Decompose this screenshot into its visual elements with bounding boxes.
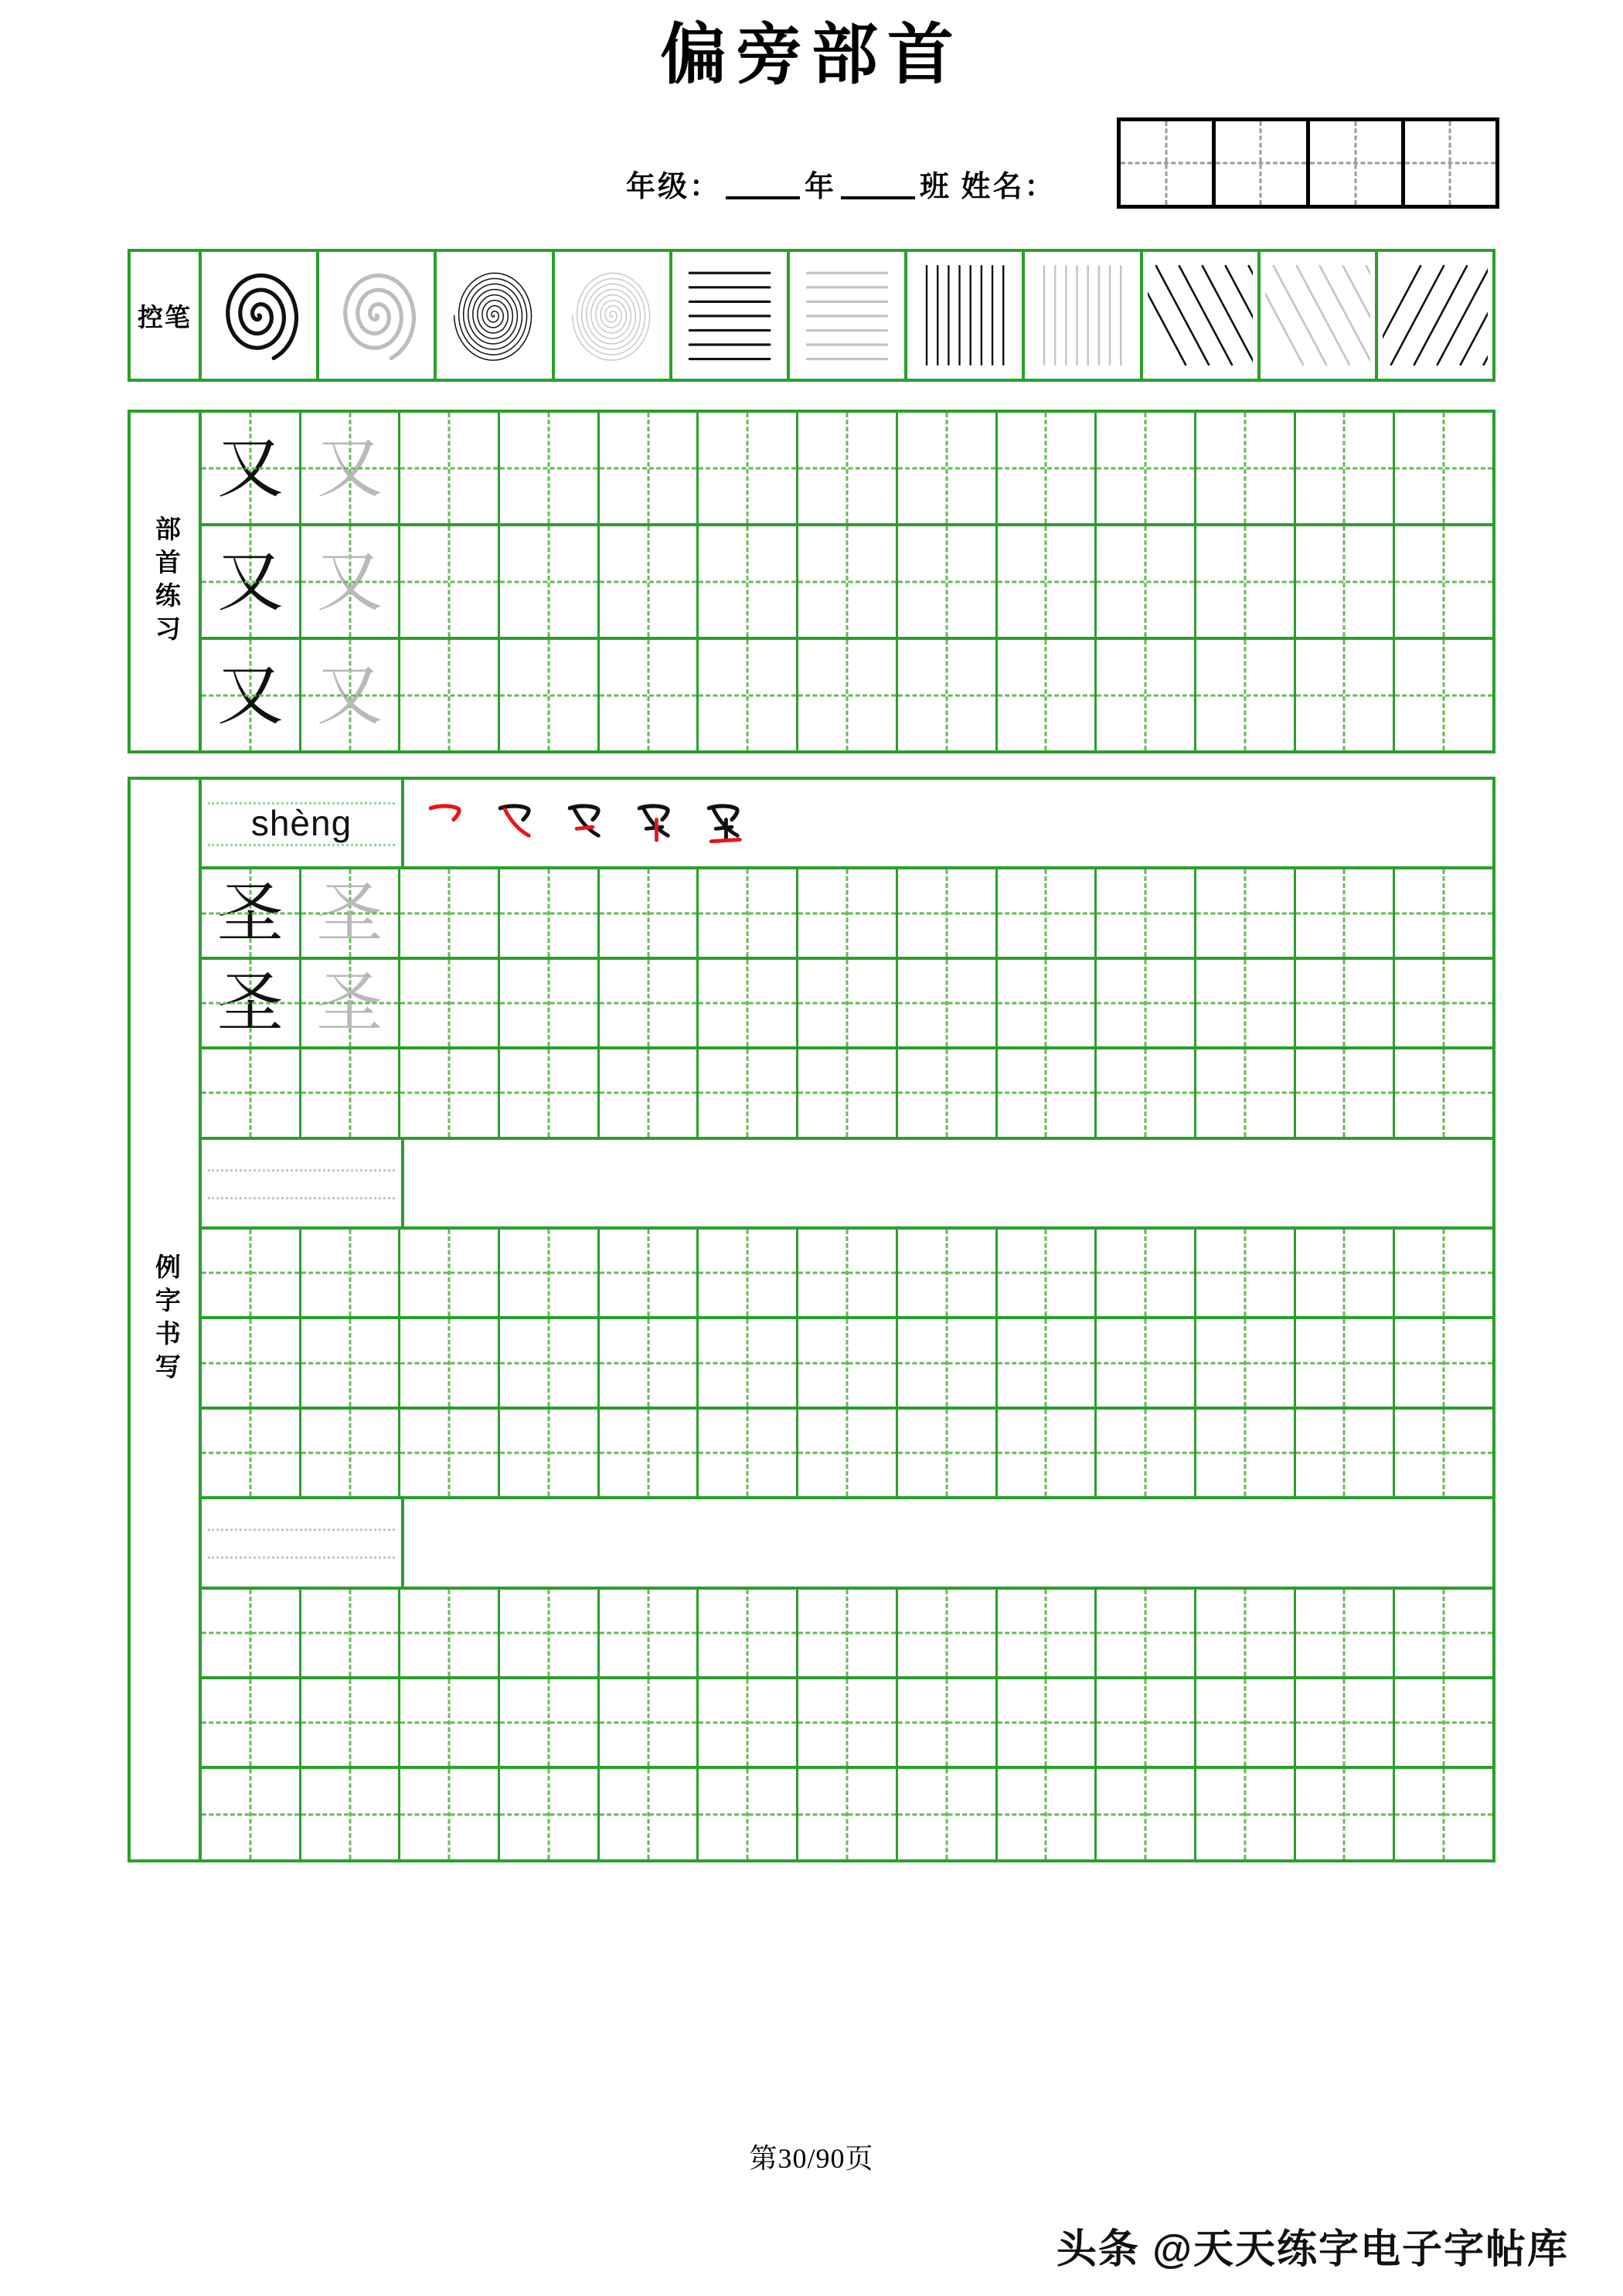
word-entry-row — [202, 1499, 1492, 1589]
character-cell[interactable] — [898, 413, 998, 523]
character-cell[interactable] — [202, 960, 301, 1046]
pen-control-pattern-spiral-coarse — [324, 257, 429, 374]
character-cell[interactable] — [301, 1410, 401, 1496]
character-cell[interactable] — [1296, 1769, 1396, 1859]
character-cell[interactable] — [798, 869, 898, 956]
character-cell[interactable] — [998, 1230, 1097, 1316]
stroke-order-step-3 — [557, 792, 614, 854]
character-cell[interactable] — [998, 1679, 1097, 1766]
character-cell[interactable] — [898, 869, 998, 956]
character-cell[interactable] — [400, 960, 500, 1046]
character-cell[interactable] — [699, 1769, 798, 1859]
pattern-wrap — [794, 257, 900, 374]
character-cell[interactable] — [998, 1590, 1097, 1676]
example-grid-row — [202, 1590, 1492, 1676]
character-cell[interactable] — [1395, 1769, 1492, 1859]
character-cell[interactable] — [1296, 1049, 1396, 1136]
character-cell[interactable] — [898, 960, 998, 1046]
character-cell[interactable] — [1097, 1410, 1196, 1496]
character-cell[interactable] — [301, 1679, 401, 1766]
pen-control-pattern-diagonal-forward — [1383, 257, 1488, 374]
pattern-wrap — [1383, 257, 1488, 374]
character-cell[interactable] — [1296, 960, 1396, 1046]
example-grid-row — [202, 960, 1492, 1046]
example-grid-row — [202, 1769, 1492, 1859]
model-character: 又 — [216, 430, 284, 505]
radical-practice-label: 部首练习 — [131, 413, 202, 750]
character-cell[interactable] — [898, 1230, 998, 1316]
character-cell[interactable] — [1097, 1319, 1196, 1406]
character-cell[interactable] — [400, 1319, 500, 1406]
character-cell[interactable] — [1196, 869, 1296, 956]
character-cell[interactable] — [1097, 1679, 1196, 1766]
grade-label: 年级： — [626, 171, 722, 203]
character-cell[interactable] — [500, 1410, 600, 1496]
pen-control-cell-spiral-coarse-dark[interactable] — [202, 252, 319, 379]
character-cell[interactable] — [1097, 960, 1196, 1046]
example-character-row — [202, 1049, 1492, 1139]
character-cell[interactable] — [1395, 640, 1492, 750]
example-character-row — [202, 960, 1492, 1049]
pinyin-text: shèng — [250, 803, 352, 844]
character-cell[interactable] — [1196, 960, 1296, 1046]
character-cell[interactable] — [699, 526, 798, 637]
character-cell[interactable] — [1395, 960, 1492, 1046]
character-cell[interactable] — [798, 1769, 898, 1859]
character-cell[interactable] — [500, 1679, 600, 1766]
character-cell[interactable] — [1395, 869, 1492, 956]
character-cell[interactable] — [600, 1319, 699, 1406]
character-cell[interactable] — [400, 869, 500, 956]
radical-grid-row — [202, 640, 1492, 750]
pattern-wrap — [441, 257, 546, 374]
character-cell[interactable] — [1296, 1319, 1396, 1406]
example-grid-row — [202, 1319, 1492, 1406]
pinyin-stroke-row — [202, 780, 1492, 869]
pattern-wrap — [1265, 257, 1370, 374]
character-cell[interactable] — [1395, 413, 1492, 523]
character-cell[interactable] — [600, 1049, 699, 1136]
name-box[interactable] — [1310, 121, 1405, 205]
example-writing-grid[interactable] — [202, 780, 1492, 1859]
radical-row — [202, 640, 1492, 750]
model-character: 又 — [216, 658, 284, 733]
character-cell[interactable] — [1196, 1769, 1296, 1859]
pattern-wrap — [324, 257, 429, 374]
character-cell[interactable] — [400, 640, 500, 750]
character-cell[interactable] — [998, 1319, 1097, 1406]
character-cell[interactable] — [400, 1679, 500, 1766]
character-cell[interactable] — [1196, 1590, 1296, 1676]
character-cell[interactable] — [898, 1679, 998, 1766]
character-cell[interactable] — [798, 1410, 898, 1496]
word-entry-row — [202, 1140, 1492, 1230]
character-cell[interactable] — [1196, 640, 1296, 750]
name-box[interactable] — [1405, 121, 1496, 205]
character-cell[interactable] — [898, 526, 998, 637]
radical-practice-section — [128, 410, 1495, 753]
character-cell[interactable] — [202, 1049, 301, 1136]
model-character: 圣 — [216, 966, 284, 1041]
character-cell[interactable] — [699, 1230, 798, 1316]
pattern-wrap — [912, 257, 1017, 374]
character-cell[interactable] — [1395, 1049, 1492, 1136]
character-cell[interactable] — [898, 1410, 998, 1496]
character-cell[interactable] — [699, 869, 798, 956]
character-cell[interactable] — [600, 1230, 699, 1316]
character-cell[interactable] — [1196, 1230, 1296, 1316]
character-cell[interactable] — [898, 1590, 998, 1676]
character-cell[interactable] — [400, 526, 500, 637]
name-box[interactable] — [1216, 121, 1311, 205]
character-cell[interactable] — [600, 1410, 699, 1496]
radical-practice-grid[interactable] — [202, 413, 1492, 750]
character-cell[interactable] — [400, 1410, 500, 1496]
pen-control-pattern-spiral-fine — [560, 257, 665, 374]
stroke-order-step-2 — [488, 792, 545, 854]
character-cell[interactable] — [798, 960, 898, 1046]
character-cell[interactable] — [898, 1769, 998, 1859]
character-cell[interactable] — [998, 1769, 1097, 1859]
stroke-order-glyph — [696, 792, 754, 854]
character-cell[interactable] — [798, 413, 898, 523]
character-cell[interactable] — [1296, 526, 1396, 637]
character-cell[interactable] — [500, 1049, 600, 1136]
watermark: 头条 @天天练字电子字帖库 — [1056, 2227, 1569, 2272]
character-cell[interactable] — [202, 1590, 301, 1676]
character-cell[interactable] — [600, 1769, 699, 1859]
character-cell[interactable] — [1395, 1590, 1492, 1676]
character-cell[interactable] — [301, 1230, 401, 1316]
character-cell[interactable] — [898, 640, 998, 750]
character-cell[interactable] — [1296, 1590, 1396, 1676]
pattern-wrap — [560, 257, 665, 374]
pen-control-cell-diagonal-back-light[interactable] — [1261, 252, 1378, 379]
pen-control-cell-spiral-fine-dark[interactable] — [437, 252, 554, 379]
character-cell[interactable] — [301, 1319, 401, 1406]
character-cell[interactable] — [1395, 1679, 1492, 1766]
character-cell[interactable] — [202, 1679, 301, 1766]
character-cell[interactable] — [798, 1679, 898, 1766]
stroke-order-glyph — [488, 792, 545, 854]
character-cell[interactable] — [1097, 1049, 1196, 1136]
pen-control-cell-spiral-fine-light[interactable] — [555, 252, 672, 379]
character-cell[interactable] — [1196, 526, 1296, 637]
character-cell[interactable] — [699, 1049, 798, 1136]
pen-control-cell-vertical-light[interactable] — [1025, 252, 1142, 379]
character-cell[interactable] — [798, 1230, 898, 1316]
pen-control-pattern-diagonal-back — [1148, 257, 1253, 374]
class-blank[interactable] — [841, 196, 915, 199]
character-cell[interactable] — [798, 1590, 898, 1676]
character-cell[interactable] — [202, 1319, 301, 1406]
character-cell[interactable] — [699, 413, 798, 523]
character-cell[interactable] — [600, 1679, 699, 1766]
character-cell[interactable] — [202, 640, 301, 750]
character-cell[interactable] — [500, 1590, 600, 1676]
character-cell[interactable] — [202, 1230, 301, 1316]
character-cell[interactable] — [798, 1049, 898, 1136]
character-cell[interactable] — [998, 960, 1097, 1046]
character-cell[interactable] — [1296, 640, 1396, 750]
pen-control-cell-horizontal-light[interactable] — [790, 252, 907, 379]
character-cell[interactable] — [1196, 1049, 1296, 1136]
character-cell[interactable] — [1296, 1410, 1396, 1496]
page-number: 第30/90页 — [749, 2143, 874, 2174]
pen-control-pattern-spiral-fine — [441, 257, 546, 374]
character-cell[interactable] — [1296, 869, 1396, 956]
pen-control-section — [128, 249, 1495, 382]
model-character: 又 — [316, 430, 383, 505]
pen-control-pattern-vertical — [912, 257, 1017, 374]
pinyin-cell[interactable] — [202, 780, 404, 866]
character-cell[interactable] — [500, 1319, 600, 1406]
character-cell[interactable] — [1196, 1410, 1296, 1496]
radical-grid-row — [202, 413, 1492, 523]
character-cell[interactable] — [699, 1410, 798, 1496]
character-cell[interactable] — [301, 413, 401, 523]
name-box[interactable] — [1121, 121, 1216, 205]
character-cell[interactable] — [699, 640, 798, 750]
character-cell[interactable] — [1196, 413, 1296, 523]
character-cell[interactable] — [1097, 413, 1196, 523]
example-character-row — [202, 869, 1492, 959]
character-cell[interactable] — [301, 640, 401, 750]
character-cell[interactable] — [1097, 869, 1196, 956]
grade-blank[interactable] — [726, 196, 800, 199]
pen-control-row — [131, 252, 1492, 379]
character-cell[interactable] — [1097, 1590, 1196, 1676]
character-cell[interactable] — [400, 1769, 500, 1859]
page-title: 偏旁部首 — [660, 18, 963, 92]
example-grid-row — [202, 1410, 1492, 1496]
class-label: 班 — [920, 171, 952, 203]
character-cell[interactable] — [400, 1230, 500, 1316]
example-character-row — [202, 1590, 1492, 1679]
character-cell[interactable] — [998, 1410, 1097, 1496]
example-writing-section — [128, 777, 1495, 1862]
character-cell[interactable] — [1296, 1679, 1396, 1766]
character-cell[interactable] — [500, 1230, 600, 1316]
radical-grid-row — [202, 526, 1492, 637]
model-character: 又 — [316, 544, 383, 619]
character-cell[interactable] — [500, 869, 600, 956]
stroke-order-glyph — [627, 792, 684, 854]
pen-control-cell-vertical-dark[interactable] — [907, 252, 1025, 379]
character-cell[interactable] — [301, 1590, 401, 1676]
pattern-wrap — [1029, 257, 1135, 374]
character-cell[interactable] — [898, 1049, 998, 1136]
character-cell[interactable] — [500, 960, 600, 1046]
model-character: 又 — [216, 544, 284, 619]
character-cell[interactable] — [1097, 526, 1196, 637]
character-cell[interactable] — [1395, 1319, 1492, 1406]
character-cell[interactable] — [1196, 1679, 1296, 1766]
character-cell[interactable] — [301, 960, 401, 1046]
name-grid[interactable] — [1117, 117, 1499, 209]
example-grid-row — [202, 869, 1492, 956]
character-cell[interactable] — [400, 413, 500, 523]
pen-control-cell-diagonal-back-dark[interactable] — [1143, 252, 1261, 379]
example-writing-label: 例字书写 — [131, 780, 202, 1859]
model-character: 又 — [316, 658, 383, 733]
pen-control-cell-horizontal-dark[interactable] — [672, 252, 790, 379]
character-cell[interactable] — [202, 1769, 301, 1859]
example-character-row — [202, 1769, 1492, 1859]
character-cell[interactable] — [998, 526, 1097, 637]
character-cell[interactable] — [1296, 413, 1396, 523]
character-cell[interactable] — [1296, 1230, 1396, 1316]
stroke-order-step-1 — [418, 792, 475, 854]
character-cell[interactable] — [998, 869, 1097, 956]
character-cell[interactable] — [301, 526, 401, 637]
character-cell[interactable] — [1097, 640, 1196, 750]
year-label: 年 — [805, 171, 837, 203]
character-cell[interactable] — [600, 640, 699, 750]
example-character-row — [202, 1410, 1492, 1499]
stroke-order-glyph — [418, 792, 475, 854]
character-cell[interactable] — [600, 869, 699, 956]
pen-control-pattern-horizontal — [794, 257, 900, 374]
character-cell[interactable] — [798, 1319, 898, 1406]
character-cell[interactable] — [500, 1769, 600, 1859]
model-character: 圣 — [216, 876, 284, 951]
example-character-row — [202, 1319, 1492, 1409]
pattern-wrap — [206, 257, 311, 374]
character-cell[interactable] — [898, 1319, 998, 1406]
radical-row — [202, 526, 1492, 640]
character-cell[interactable] — [1097, 1230, 1196, 1316]
character-cell[interactable] — [400, 1049, 500, 1136]
character-cell[interactable] — [500, 526, 600, 637]
character-cell[interactable] — [1097, 1769, 1196, 1859]
character-cell[interactable] — [500, 640, 600, 750]
model-character: 圣 — [316, 966, 383, 1041]
character-cell[interactable] — [600, 413, 699, 523]
pattern-wrap — [677, 257, 782, 374]
stroke-order-step-4 — [627, 792, 684, 854]
character-cell[interactable] — [202, 526, 301, 637]
character-cell[interactable] — [202, 413, 301, 523]
student-info-line — [626, 162, 1056, 205]
character-cell[interactable] — [699, 1319, 798, 1406]
character-cell[interactable] — [998, 413, 1097, 523]
pen-control-label: 控笔 — [131, 252, 202, 379]
example-grid-row — [202, 1230, 1492, 1316]
character-cell[interactable] — [699, 1590, 798, 1676]
character-cell[interactable] — [600, 960, 699, 1046]
character-cell[interactable] — [1395, 1410, 1492, 1496]
character-cell[interactable] — [1196, 1319, 1296, 1406]
stroke-order-sequence — [418, 792, 754, 854]
character-cell[interactable] — [699, 1679, 798, 1766]
pattern-wrap — [1148, 257, 1253, 374]
character-cell[interactable] — [301, 1049, 401, 1136]
example-grid-row — [202, 1679, 1492, 1766]
character-cell[interactable] — [1395, 526, 1492, 637]
character-cell[interactable] — [202, 1410, 301, 1496]
model-character: 圣 — [316, 876, 383, 951]
stroke-order-cell — [404, 780, 1492, 866]
name-label: 姓名： — [961, 171, 1056, 203]
character-cell[interactable] — [798, 640, 898, 750]
blank-word-area[interactable] — [404, 1140, 1492, 1226]
blank-pinyin-cell[interactable] — [202, 1499, 404, 1586]
pen-control-pattern-diagonal-back — [1265, 257, 1370, 374]
character-cell[interactable] — [600, 1590, 699, 1676]
character-cell[interactable] — [500, 413, 600, 523]
character-cell[interactable] — [998, 1049, 1097, 1136]
pen-control-pattern-vertical — [1029, 257, 1135, 374]
blank-word-area[interactable] — [404, 1499, 1492, 1586]
character-cell[interactable] — [301, 869, 401, 956]
character-cell[interactable] — [699, 960, 798, 1046]
character-cell[interactable] — [202, 869, 301, 956]
character-cell[interactable] — [600, 526, 699, 637]
character-cell[interactable] — [998, 640, 1097, 750]
example-character-row — [202, 1230, 1492, 1319]
stroke-order-glyph — [557, 792, 614, 854]
radical-row — [202, 413, 1492, 526]
character-cell[interactable] — [400, 1590, 500, 1676]
character-cell[interactable] — [798, 526, 898, 637]
example-character-row — [202, 1679, 1492, 1769]
character-cell[interactable] — [1395, 1230, 1492, 1316]
stroke-order-step-5 — [696, 792, 754, 854]
pen-control-pattern-horizontal — [677, 257, 782, 374]
blank-pinyin-cell[interactable] — [202, 1140, 404, 1226]
pen-control-cell-spiral-coarse-light[interactable] — [319, 252, 437, 379]
character-cell[interactable] — [301, 1769, 401, 1859]
pen-control-pattern-spiral-coarse — [206, 257, 311, 374]
example-grid-row — [202, 1049, 1492, 1136]
pen-control-cell-diagonal-forward-dark[interactable] — [1378, 252, 1492, 379]
